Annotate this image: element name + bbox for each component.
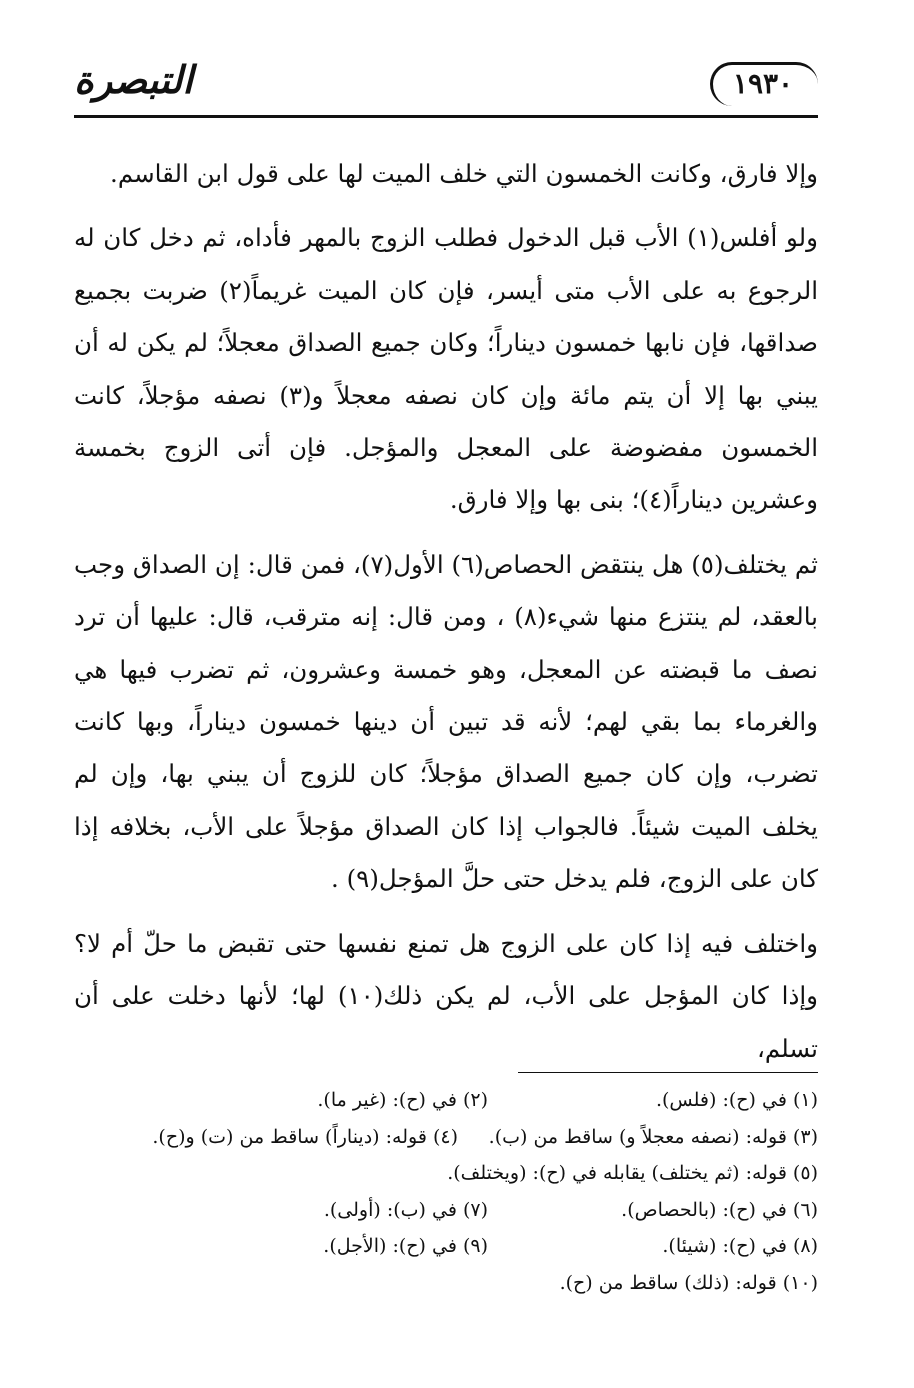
paragraph-1: وإلا فارق، وكانت الخمسون التي خلف الميت لها على قول ابن القاسم. bbox=[110, 159, 818, 188]
footnote-row bbox=[74, 1119, 818, 1156]
header-rule bbox=[74, 115, 818, 118]
footnote-4: (٤) قوله: (ديناراً) ساقط من (ت) و(ح). bbox=[152, 1125, 458, 1148]
footnote-8: (٨) في (ح): (شيئا). bbox=[662, 1235, 818, 1257]
footnote-row bbox=[74, 1155, 818, 1192]
book-title: التبصرة bbox=[74, 57, 193, 102]
footnote-7: (٧) في (ب): (أولى). bbox=[323, 1198, 488, 1221]
paragraph-2: ولو أفلس(١) الأب قبل الدخول فطلب الزوج بالمهر فأداه، ثم دخل كان له الرجوع به على الأب متى أيسر، فإن كان الميت غريماً(٢) ضربت بجميع صداقها، فإن نابها خمسون ديناراً؛ وكان جميع الصداق معجلاً؛ لم يكن له أن يبني بها إلا أن يتم مائة وإن كان نصفه معجلاً و(٣) نصفه مؤجلاً، كانت الخمسون مفضوضة على المعجل والمؤجل. فإن أتى الزوج بخمسة وعشرين ديناراً(٤)؛ بنى بها وإلا فارق. bbox=[74, 223, 819, 515]
page-number: ١٩٣٠ bbox=[732, 67, 794, 100]
footnote-6: (٦) في (ح): (بالحصاص). bbox=[621, 1198, 818, 1221]
footnote-separator bbox=[518, 1072, 818, 1073]
footnote-row bbox=[74, 1082, 818, 1119]
paragraph-3: ثم يختلف(٥) هل ينتقض الحصاص(٦) الأول(٧)، فمن قال: إن الصداق وجب بالعقد، لم ينتزع منها شيء(٨) ، ومن قال: إنه مترقب، قال: عليها أن ترد نصف ما قبضته عن المعجل، وهو خمسة وعشرون، ثم تضرب فيها هي والغرماء بما بقي لهم؛ لأنه قد تبين أن دينها خمسون ديناراً، وبها كانت تضرب، وإن كان جميع الصداق مؤجلاً؛ كان للزوج أن يبني بها، وإن لم يخلف الميت شيئاً. فالجواب إذا كان الصداق مؤجلاً على الأب، بخلافه إذا كان على الزوج، فلم يدخل حتى حلَّ المؤجل(٩) . bbox=[74, 549, 818, 894]
main-text bbox=[74, 148, 818, 1075]
footnote-5: (٥) قوله: (ثم يختلف) يقابله في (ح): (ويختلف). bbox=[447, 1162, 818, 1184]
footnote-row bbox=[74, 1192, 818, 1229]
footnotes bbox=[74, 1082, 818, 1301]
footnote-row bbox=[74, 1228, 818, 1265]
page-header bbox=[74, 50, 818, 118]
paragraph-4: واختلف فيه إذا كان على الزوج هل تمنع نفسها حتى تقبض ما حلّ أم لا؟ وإذا كان المؤجل على الأب، لم يكن ذلك(١٠) لها؛ لأنها دخلت على أن تسلم، bbox=[74, 928, 818, 1063]
footnote-9: (٩) في (ح): (الأجل). bbox=[323, 1235, 488, 1257]
footnote-1: (١) في (ح): (فلس). bbox=[655, 1089, 818, 1111]
footnote-3: (٣) قوله: (نصفه معجلاً و) ساقط من (ب). bbox=[488, 1125, 818, 1148]
footnote-row bbox=[74, 1265, 818, 1302]
footnote-2: (٢) في (ح): (غير ما). bbox=[317, 1089, 488, 1111]
footnote-10: (١٠) قوله: (ذلك) ساقط من (ح). bbox=[559, 1271, 818, 1294]
